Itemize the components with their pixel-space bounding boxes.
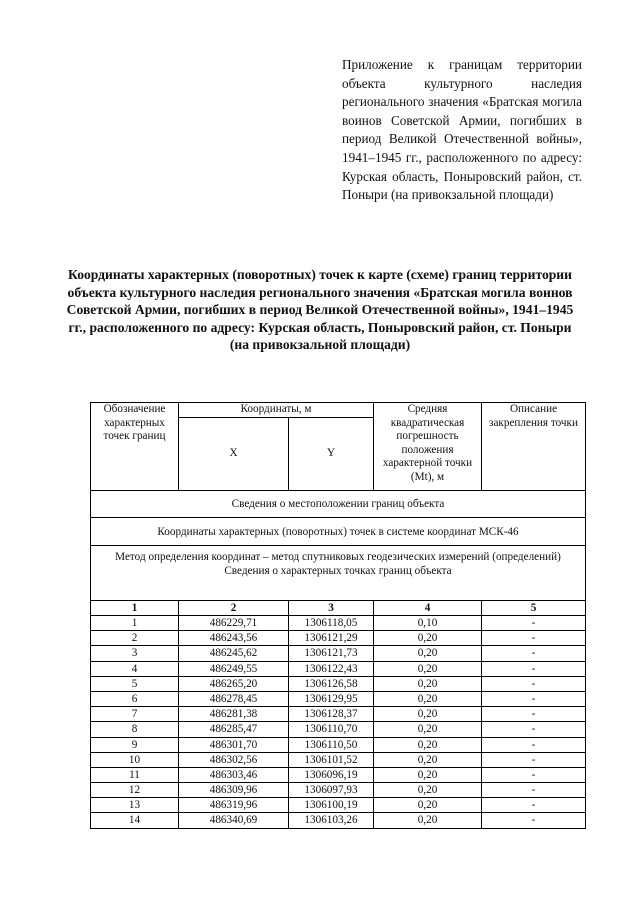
description-cell: - [482,737,586,752]
x-coordinate-cell: 486285,47 [179,722,289,737]
y-coordinate-cell: 1306100,19 [289,798,374,813]
section-location-header: Сведения о местоположении границ объекта [91,491,586,518]
header-point-designation: Обозначение характерных точек границ [91,403,179,491]
y-coordinate-cell: 1306122,43 [289,661,374,676]
description-cell: - [482,767,586,782]
points-body [91,616,586,829]
error-cell: 0,10 [374,616,482,631]
point-id-cell: 13 [91,798,179,813]
point-id-cell: 9 [91,737,179,752]
description-cell: - [482,813,586,828]
error-cell: 0,20 [374,737,482,752]
table-row [91,813,586,828]
description-cell: - [482,691,586,706]
description-cell: - [482,752,586,767]
y-coordinate-cell: 1306128,37 [289,707,374,722]
error-cell: 0,20 [374,691,482,706]
appendix-note: Приложение к границам территории объекта культурного наследия регионального значения «Братская могила воинов Советской Армии, погибших в период Великой Отечественной войны», 1941–1945 гг., расположенного по адресу: Курская область, Поныровский район, ст. Поныри (на привокзальной площади) [342,57,582,203]
x-coordinate-cell: 486302,56 [179,752,289,767]
error-cell: 0,20 [374,813,482,828]
y-coordinate-cell: 1306118,05 [289,616,374,631]
y-coordinate-cell: 1306101,52 [289,752,374,767]
error-cell: 0,20 [374,783,482,798]
table-row [91,661,586,676]
error-cell: 0,20 [374,676,482,691]
point-id-cell: 2 [91,631,179,646]
table-row [91,676,586,691]
table-row [91,783,586,798]
section-coordinate-system-header: Координаты характерных (поворотных) точек в системе координат МСК-46 [91,518,586,546]
error-cell: 0,20 [374,631,482,646]
x-coordinate-cell: 486265,20 [179,676,289,691]
y-coordinate-cell: 1306129,95 [289,691,374,706]
x-coordinate-cell: 486281,38 [179,707,289,722]
point-id-cell: 1 [91,616,179,631]
description-cell: - [482,722,586,737]
table-row [91,752,586,767]
column-number: 1 [91,601,179,616]
point-id-cell: 7 [91,707,179,722]
point-id-cell: 5 [91,676,179,691]
description-cell: - [482,616,586,631]
table-row [91,691,586,706]
x-coordinate-cell: 486243,56 [179,631,289,646]
error-cell: 0,20 [374,661,482,676]
y-coordinate-cell: 1306096,19 [289,767,374,782]
x-coordinate-cell: 486249,55 [179,661,289,676]
y-coordinate-cell: 1306110,70 [289,722,374,737]
column-number: 5 [482,601,586,616]
table-row [91,767,586,782]
x-coordinate-cell: 486319,96 [179,798,289,813]
point-id-cell: 10 [91,752,179,767]
description-cell: - [482,646,586,661]
point-id-cell: 6 [91,691,179,706]
document-title: Координаты характерных (поворотных) точек к карте (схеме) границ территории объекта культурного наследия регионального значения «Братская могила воинов Советской Армии, погибших в период Великой Отечественной войны», 1941–1945 гг., расположенного по адресу: Курская область, Поныровский район, ст. Поныри (на привокзальной площади) [66,267,574,353]
header-description: Описание закрепления точки [482,403,586,491]
x-coordinate-cell: 486309,96 [179,783,289,798]
y-coordinate-cell: 1306121,29 [289,631,374,646]
column-number: 3 [289,601,374,616]
coordinates-table [90,402,586,829]
y-coordinate-cell: 1306097,93 [289,783,374,798]
x-coordinate-cell: 486245,62 [179,646,289,661]
point-id-cell: 11 [91,767,179,782]
table-row [91,737,586,752]
description-cell: - [482,783,586,798]
error-cell: 0,20 [374,798,482,813]
description-cell: - [482,676,586,691]
y-coordinate-cell: 1306110,50 [289,737,374,752]
x-coordinate-cell: 486301,70 [179,737,289,752]
table-row [91,707,586,722]
table-row [91,722,586,737]
error-cell: 0,20 [374,707,482,722]
table-row [91,798,586,813]
error-cell: 0,20 [374,646,482,661]
x-coordinate-cell: 486340,69 [179,813,289,828]
point-id-cell: 14 [91,813,179,828]
y-coordinate-cell: 1306121,73 [289,646,374,661]
method-text: Метод определения координат – метод спутниковых геодезических измерений (определений) [115,551,561,563]
description-cell: - [482,661,586,676]
x-coordinate-cell: 486278,45 [179,691,289,706]
description-cell: - [482,707,586,722]
column-number: 4 [374,601,482,616]
description-cell: - [482,631,586,646]
points-info-text: Сведения о характерных точках границ объекта [224,565,452,577]
header-coordinates: Координаты, м [179,403,374,418]
point-id-cell: 12 [91,783,179,798]
point-id-cell: 8 [91,722,179,737]
table-row [91,616,586,631]
point-id-cell: 4 [91,661,179,676]
error-cell: 0,20 [374,722,482,737]
column-number: 2 [179,601,289,616]
section-method-header [91,546,586,601]
y-coordinate-cell: 1306103,26 [289,813,374,828]
x-coordinate-cell: 486303,46 [179,767,289,782]
table-row [91,646,586,661]
error-cell: 0,20 [374,767,482,782]
error-cell: 0,20 [374,752,482,767]
x-coordinate-cell: 486229,71 [179,616,289,631]
point-id-cell: 3 [91,646,179,661]
header-mean-error: Средняя квадратическая погрешность положения характерной точки (Mt), м [374,403,482,491]
header-y: Y [289,418,374,491]
table-row [91,631,586,646]
y-coordinate-cell: 1306126,58 [289,676,374,691]
description-cell: - [482,798,586,813]
header-x: X [179,418,289,491]
